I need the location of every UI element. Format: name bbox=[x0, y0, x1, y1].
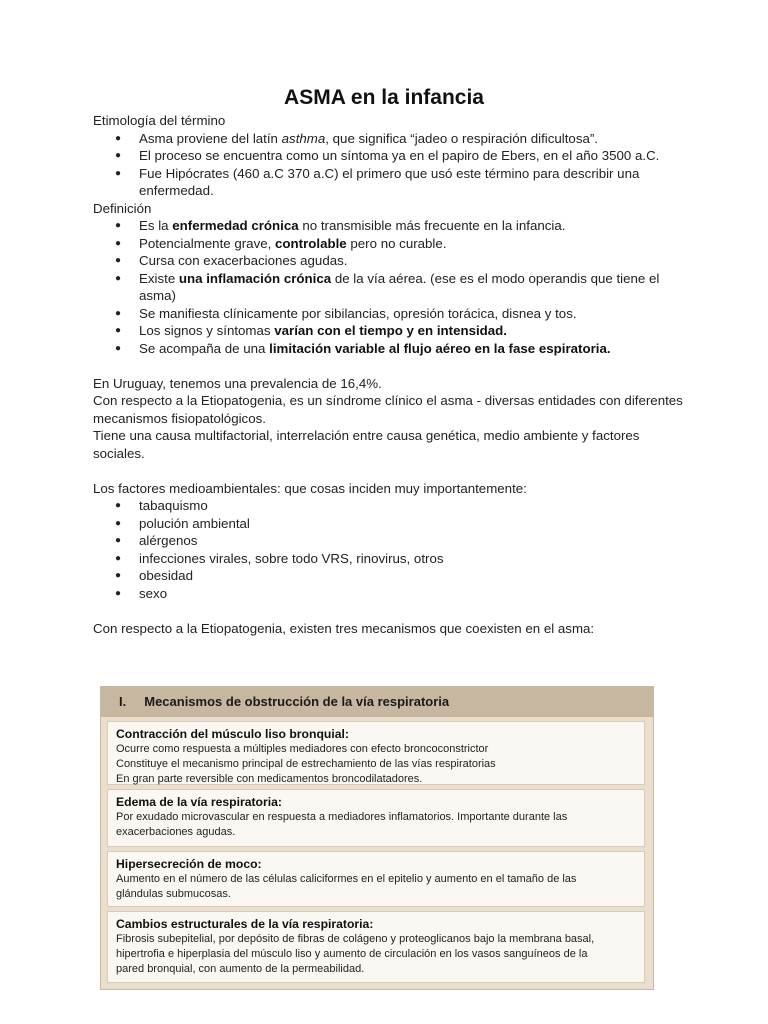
multifactorial-paragraph: Tiene una causa multifactorial, interrelación entre causa genética, medio ambiente y factores sociales. bbox=[93, 428, 640, 461]
document-body bbox=[93, 112, 693, 637]
list-item: ● tabaquismo bbox=[93, 497, 693, 515]
list-item: ● Los signos y síntomas varían con el tiempo y en intensidad. bbox=[93, 322, 693, 340]
table-number: I. bbox=[119, 694, 127, 709]
list-item: ● El proceso se encuentra como un síntoma ya en el papiro de Ebers, en el año 3500 a.C. bbox=[93, 147, 693, 165]
list-item: ● infecciones virales, sobre todo VRS, rinovirus, otros bbox=[93, 550, 693, 568]
table-title: Mecanismos de obstrucción de la vía respiratoria bbox=[144, 694, 450, 709]
list-item: ● Existe una inflamación crónica de la vía aérea. (ese es el modo operandis que tiene el asma) bbox=[93, 270, 693, 305]
table-cell-hipersecrecion: Hipersecreción de moco: Aumento en el número de las células caliciformes en el epitelio y aumento en el tamaño de las glándulas submucosas. bbox=[107, 851, 645, 907]
table-header bbox=[101, 687, 653, 717]
list-item: ● Se acompaña de una limitación variable al flujo aéreo en la fase espiratoria. bbox=[93, 340, 693, 358]
table-cell-cambios: Cambios estructurales de la vía respiratoria: Fibrosis subepitelial, por depósito de fibras de colágeno y proteoglicanos bajo la membrana basal, hipertrofia e hiperplasia del músculo liso y aumento de circulación en los vasos sanguíneos de la pared bronquial, con aumento de la permeabilidad. bbox=[107, 911, 645, 983]
factores-label: Los factores medioambientales: que cosas inciden muy importantemente: bbox=[93, 480, 527, 496]
list-item: ● obesidad bbox=[93, 567, 693, 585]
list-item: ● Es la enfermedad crónica no transmisible más frecuente en la infancia. bbox=[93, 217, 693, 235]
table-cell-contraccion: Contracción del músculo liso bronquial: Ocurre como respuesta a múltiples mediadores con efecto broncoconstrictor Constituye el mecanismo principal de estrechamiento de las vías respiratorias En gran parte reversible con medicamentos broncodilatadores. bbox=[107, 721, 645, 785]
page-title: ASMA en la infancia bbox=[284, 86, 484, 109]
definicion-list bbox=[93, 217, 693, 357]
list-item: ● polución ambiental bbox=[93, 515, 693, 533]
list-item: ● Potencialmente grave, controlable pero no curable. bbox=[93, 235, 693, 253]
mecanismos-intro: Con respecto a la Etiopatogenia, existen tres mecanismos que coexisten en el asma: bbox=[93, 620, 595, 636]
etimologia-list bbox=[93, 130, 693, 200]
etimologia-label: Etimología del término bbox=[93, 113, 226, 128]
list-item: ● Se manifiesta clínicamente por sibilancias, opresión torácica, disnea y tos. bbox=[93, 305, 693, 323]
factores-list bbox=[93, 497, 693, 602]
prevalencia-paragraph: En Uruguay, tenemos una prevalencia de 16,4%. bbox=[93, 375, 382, 391]
etiopatogenia-paragraph: Con respecto a la Etiopatogenia, es un síndrome clínico el asma - diversas entidades con diferentes mecanismos fisiopatológicos. bbox=[93, 393, 683, 426]
definicion-label: Definición bbox=[93, 200, 152, 216]
list-item: ● alérgenos bbox=[93, 532, 693, 550]
list-item: ● sexo bbox=[93, 585, 693, 603]
table-cell-edema: Edema de la vía respiratoria: Por exudado microvascular en respuesta a mediadores inflamatorios. Importante durante las exacerbaciones agudas. bbox=[107, 789, 645, 847]
list-item: ● Asma proviene del latín asthma, que significa “jadeo o respiración dificultosa”. bbox=[93, 130, 693, 148]
list-item: ● Fue Hipócrates (460 a.C 370 a.C) el primero que usó este término para describir una enfermedad. bbox=[93, 165, 693, 200]
mecanismos-table-figure bbox=[100, 686, 654, 990]
list-item: ● Cursa con exacerbaciones agudas. bbox=[93, 252, 693, 270]
